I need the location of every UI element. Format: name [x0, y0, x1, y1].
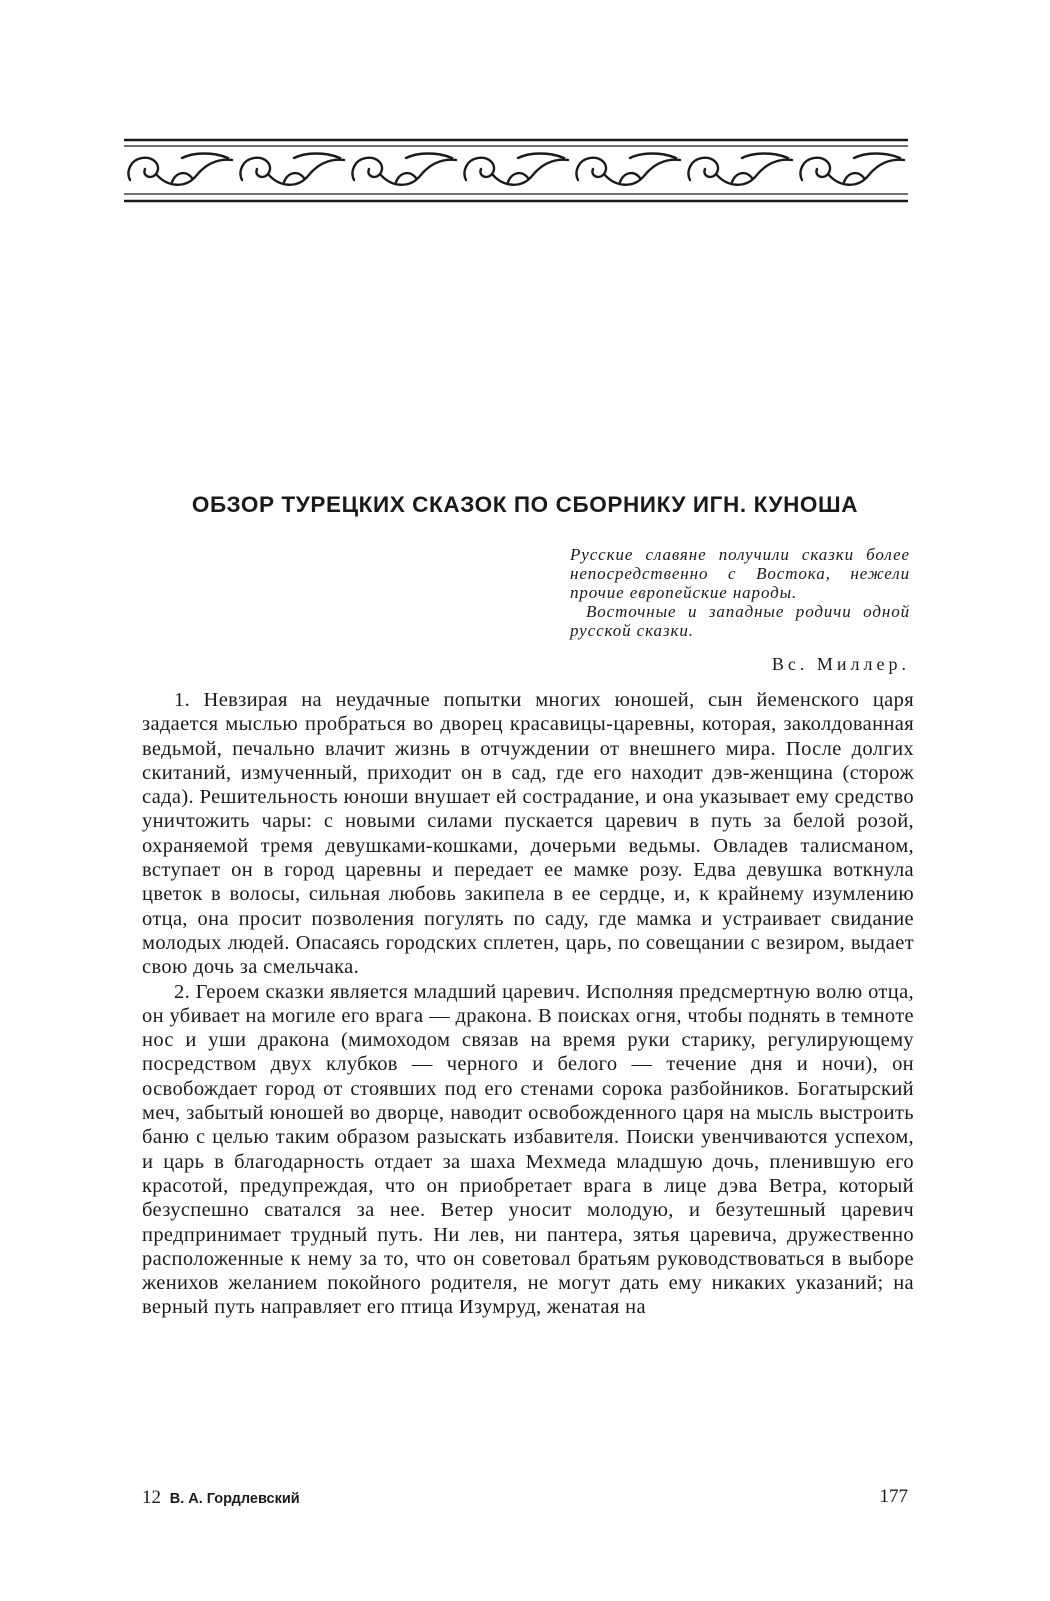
- epigraph: [570, 545, 910, 640]
- signature-name: В. А. Гордлевский: [169, 1491, 300, 1507]
- page-number: 177: [879, 1486, 908, 1507]
- signature-number: 12: [142, 1487, 161, 1508]
- paragraph-2: 2. Героем сказки является младший царевич. Исполняя предсмертную волю отца, он убивает на могиле его врага — дракона. В поисках огня, чтобы поднять в темноте нос и уши дракона (мимоходом связав на время руки старику, регулирующему посредством двух клубков — черного и белого — течение дня и ночи), он освобождает город от стоявших под его стенами сорока разбойников. Богатырский меч, забытый юношей во дворце, наводит освобожденного царя на мысль выстроить баню с целью таким образом разыскать избавителя. Поиски увенчиваются успехом, и царь в благодарность отдает за шаха Мехмеда младшую дочь, пленившую его красотой, предупреждая, что он приобретает врага в лице дэва Ветра, который безуспешно сватался за нее. Ветер уносит молодую, и безутешный царевич предпринимает трудный путь. Ни лев, ни пантера, зятья царевича, дружественно расположенные к нему за то, что он советовал братьям руководствоваться в выборе женихов желанием покойного родителя, не могут дать ему никаких указаний; на верный путь направляет его птица Изумруд, женатая на: [142, 980, 914, 1319]
- page-title: ОБЗОР ТУРЕЦКИХ СКАЗОК ПО СБОРНИКУ ИГН. КУНОША: [191, 492, 859, 517]
- epigraph-author: Вс. Миллер.: [771, 654, 910, 674]
- paragraph-1: 1. Невзирая на неудачные попытки многих юношей, сын йеменского царя задается мыслью пробраться во дворец красавицы-царевны, которая, заколдованная ведьмой, печально влачит жизнь в отчуждении от внешнего мира. После долгих скитаний, измученный, приходит он в сад, где его находит дэв-женщина (сторож сада). Решительность юноши внушает ей сострадание, и она указывает ему средство уничтожить чары: с новыми силами пускается царевич в путь за белой розой, охраняемой тремя девушками-кошками, дочерьми ведьмы. Овладев талисманом, вступает он в город царевны и передает ее мамке розу. Едва девушка воткнула цветок в волосы, сильная любовь закипела в ее сердце, и, к крайнему изумлению отца, она просит позволения погулять по саду, где мамка и устраивает свидание молодых людей. Опасаясь городских сплетен, царь, по совещании с везиром, выдает свою дочь за смельчака.: [142, 689, 914, 979]
- epigraph-quote: Русские славяне получили сказки более непосредственно с Востока, нежели прочие европейские народы.: [570, 545, 910, 602]
- body-text: [142, 688, 914, 1320]
- footer-signature: [142, 1487, 300, 1509]
- epigraph-source: Восточные и западные родичи одной русской сказки.: [570, 602, 910, 640]
- wave-scroll-ornament-icon: [124, 138, 908, 204]
